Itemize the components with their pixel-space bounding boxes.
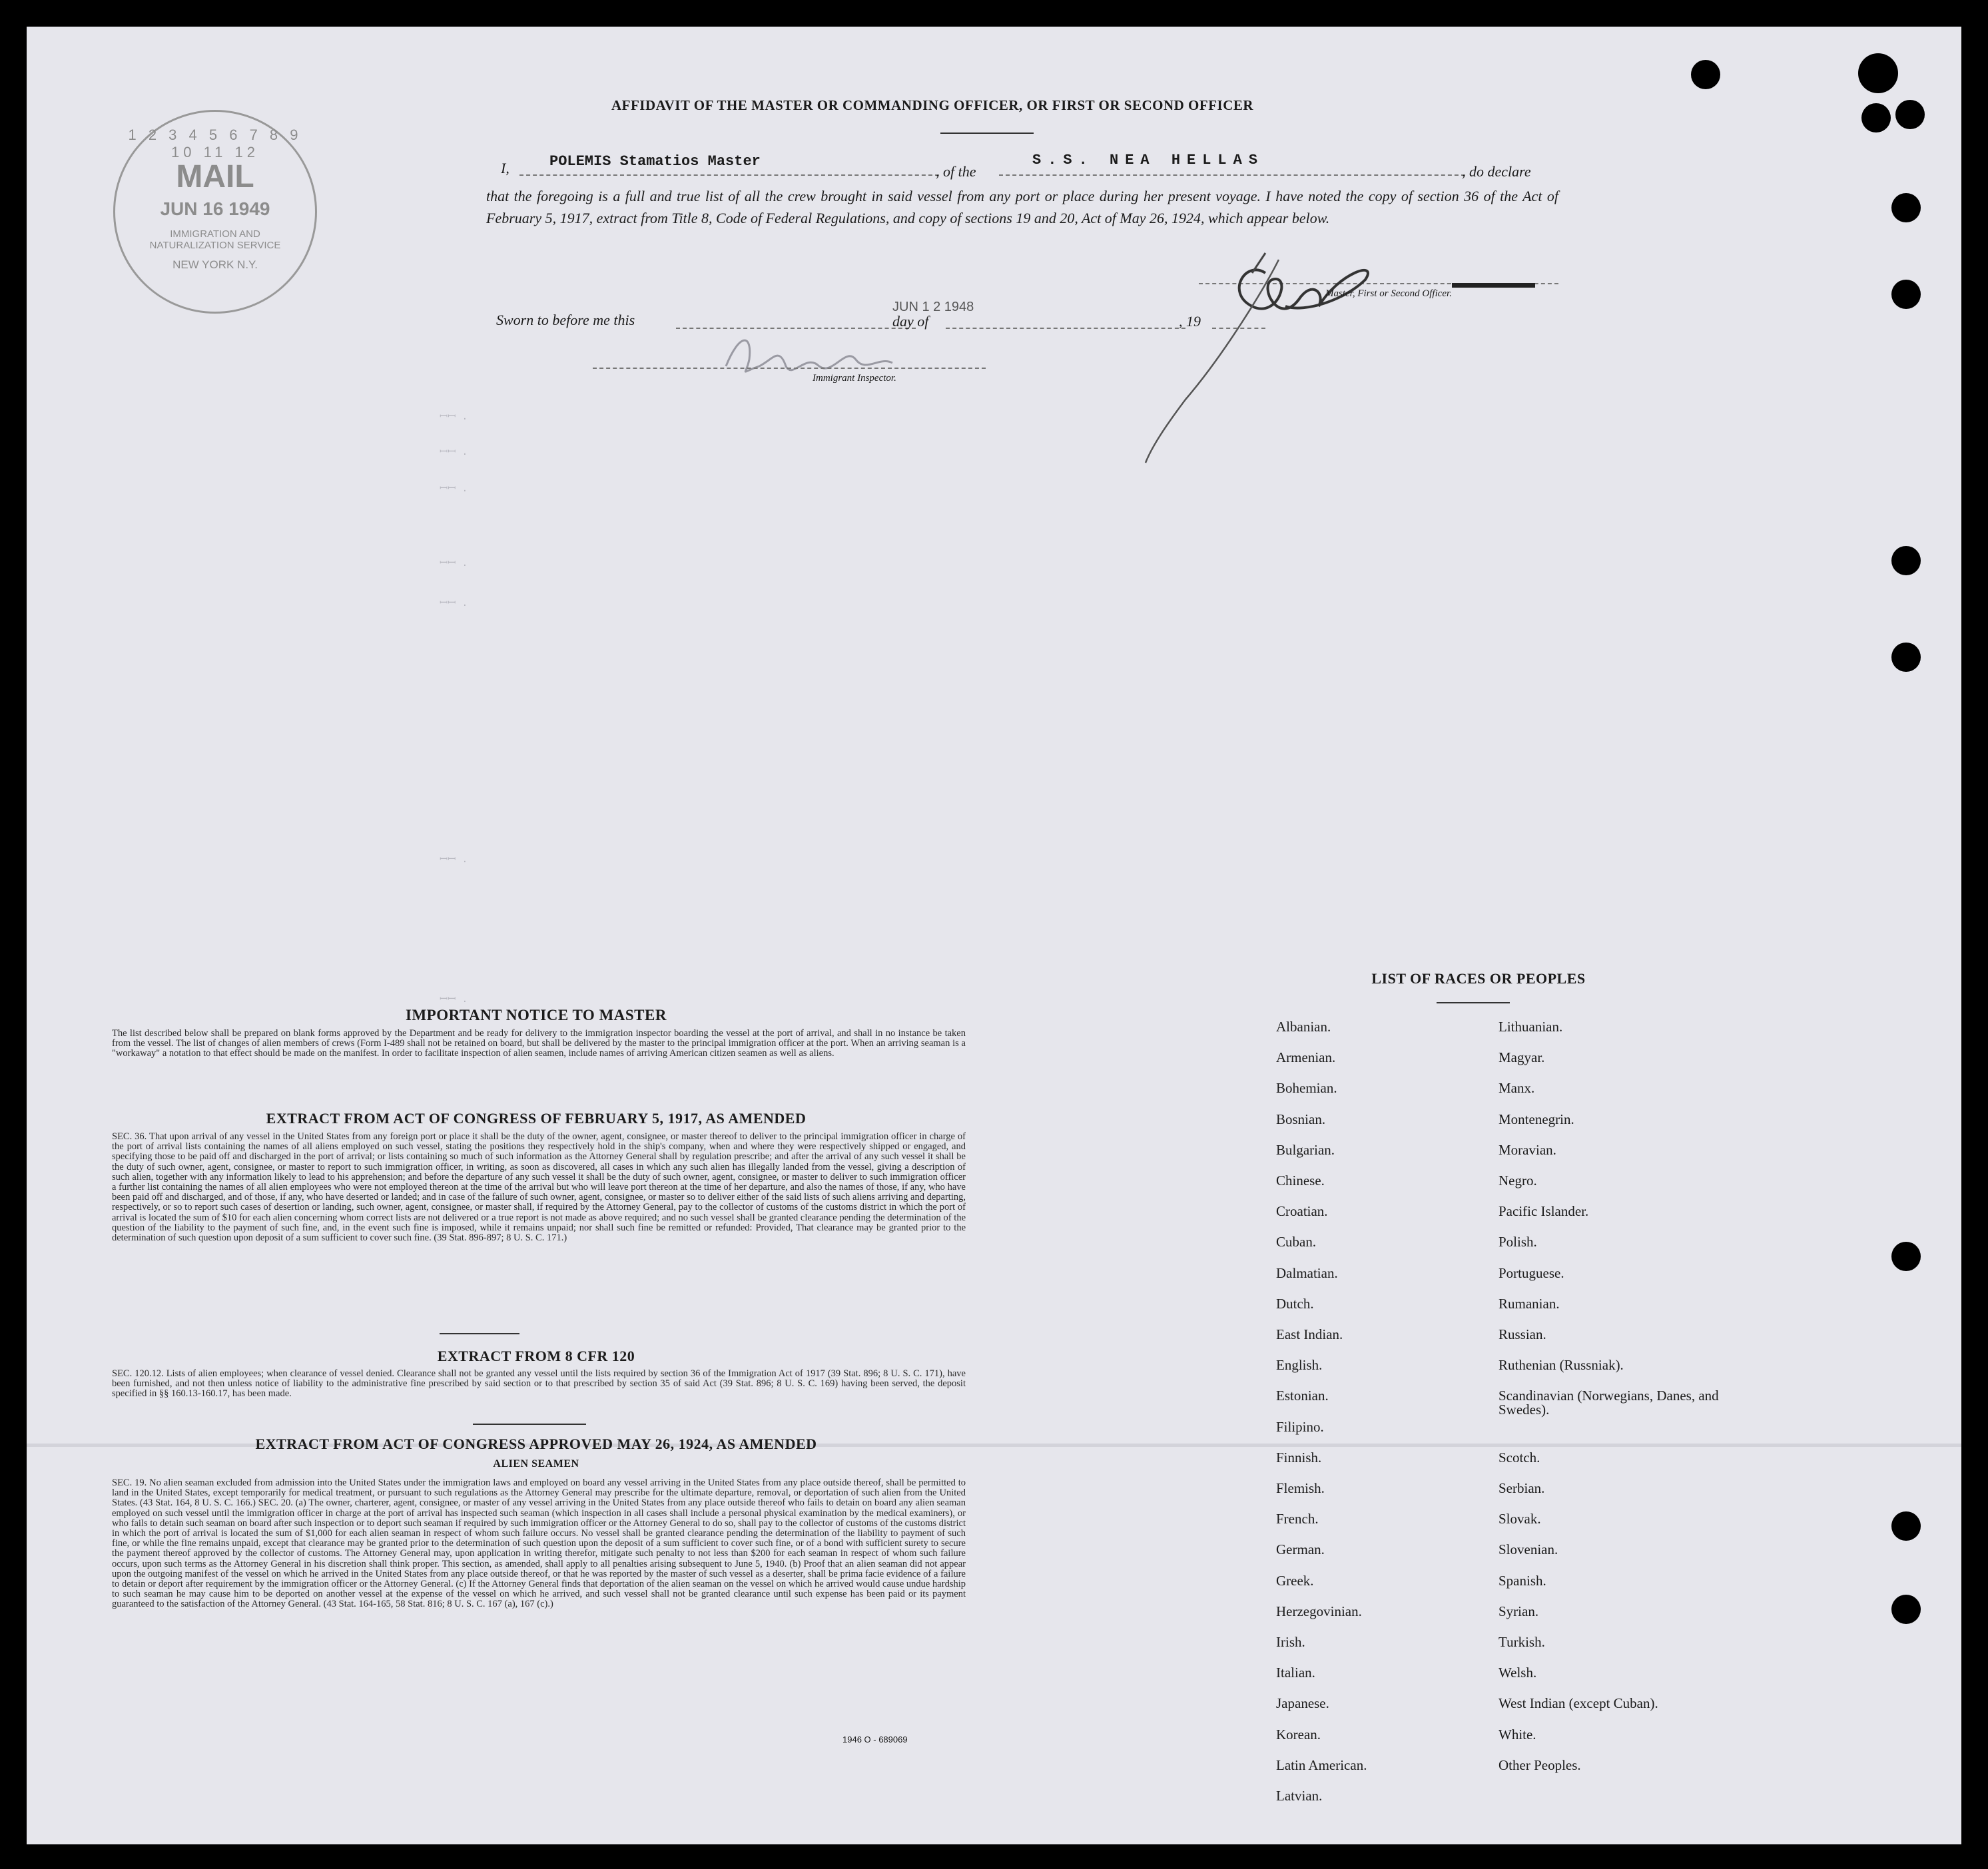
- race-item: West Indian (except Cuban).: [1498, 1695, 1658, 1712]
- stamp-date: JUN 16 1949: [160, 198, 270, 219]
- bleed-through-mark: ꟷꟷ .: [440, 411, 468, 423]
- day-of-label: day of: [892, 313, 929, 330]
- race-item: Spanish.: [1498, 1572, 1546, 1589]
- of-the-label: , of the: [936, 163, 976, 180]
- race-item: Irish.: [1276, 1634, 1305, 1650]
- notice-title: IMPORTANT NOTICE TO MASTER: [406, 1007, 667, 1023]
- year-prefix: , 19: [1179, 313, 1201, 330]
- race-item: Turkish.: [1498, 1634, 1545, 1650]
- punch-hole: [1891, 546, 1921, 575]
- extract-1924-subtitle: ALIEN SEAMEN: [493, 1458, 579, 1469]
- date-stamp: JUN 1 2 1948: [892, 300, 974, 314]
- section-divider: [473, 1424, 586, 1425]
- race-item: Italian.: [1276, 1665, 1315, 1681]
- notice-body: The list described below shall be prepared on blank forms approved by the Department and be ready for delivery to the immigration inspector boarding the vessel at the port of arrival, and shall in no instance be taken from the vessel. The list of changes of alien members of crews (Form I-489 shall not be retained on board, but shall be delivered by the master to the principal immigration officer at the port. When an arriving seaman is a "workaway" a notation to that effect should be made on the manifest. In order to facilitate inspection of alien seamen, include names of arriving American citizen seamen as well as aliens.: [112, 1028, 966, 1059]
- year-line: [1212, 328, 1265, 329]
- name-line: [519, 174, 939, 176]
- document-page: [27, 27, 1961, 1844]
- punch-hole: [1861, 103, 1891, 133]
- race-item: Croatian.: [1276, 1203, 1328, 1220]
- extract-1917-body: SEC. 36. That upon arrival of any vessel in the United States from any foreign port or place it shall be the duty of the owner, agent, consignee, or master thereof to deliver to the principal immigration officer in charge of the port of arrival lists containing the names of all aliens employed on such vessel, stating the positions they respectively hold in the ship's company, when and where they were respectively shipped or engaged, and specifying those to be paid off and discharged in the port of arrival; or lists containing so much of such information as the Attorney General shall by regulation prescribe; and after the arrival of any such vessel it shall be the duty of such owner, agent, consignee, or master to report to such immigration officer, in writing, as soon as discovered, all cases in which any such alien has illegally landed from the vessel, giving a description of such alien, together with any information likely to lead to his apprehension; and before the departure of any such vessel it shall be the duty of such owner, agent, consignee, or master to deliver to such immigration officer a further list containing the names of all alien employees who were not employed thereon at the time of the arrival but who will leave port thereon at the time of her departure, and also the names of those, if any, who have been paid off and discharged, and of those, if any, who have deserted or landed; and in case of the failure of such owner, agent, consignee, or master so to deliver either of the said lists of such aliens arriving and departing, respectively, or so to report such cases of desertion or landing, such owner, agent, consignee, or master shall, if required by the Attorney General, pay to the collector of customs of the customs district in which the port of arrival is located the sum of $10 for each alien concerning whom correct lists are not delivered or a true report is not made as above required; and no such vessel shall be granted clearance pending the determination of the question of the liability to the payment of such fine, and, in the event such fine is imposed, while it remains unpaid; nor shall such fine be remitted or refunded: Provided, That clearance may be granted prior to the determination of such question upon deposit of a sum sufficient to cover such fine. (39 Stat. 896-897; 8 U. S. C. 171.): [112, 1131, 966, 1244]
- race-item: Magyar.: [1498, 1049, 1545, 1066]
- stamp-mail: MAIL: [176, 159, 254, 194]
- race-item: Slovak.: [1498, 1511, 1541, 1527]
- punch-hole: [1891, 193, 1921, 222]
- punch-hole: [1895, 100, 1925, 129]
- race-item: Manx.: [1498, 1080, 1535, 1097]
- punch-hole: [1891, 1595, 1921, 1624]
- month-line: [946, 328, 1185, 329]
- race-item: Greek.: [1276, 1572, 1314, 1589]
- extract-cfr-body: SEC. 120.12. Lists of alien employees; when clearance of vessel denied. Clearance shall not be granted any vessel until the lists required by section 36 of the Immigration Act of 1917 (39 Stat. 896; 8 U. S. C. 171), have been furnished, and not then unless notice of liability to the administrative fine prescribed by said section or to that prescribed by section 35 of said Act (39 Stat. 896; 8 U. S. C. 169) having been served, the deposit specified in §§ 160.13-160.17, has been made.: [112, 1368, 966, 1400]
- race-item: Scandinavian (Norwegians, Danes, and Swedes).: [1498, 1388, 1719, 1418]
- race-item: Cuban.: [1276, 1234, 1317, 1250]
- race-item: Bosnian.: [1276, 1111, 1326, 1127]
- stamp-city: NEW YORK N.Y.: [172, 258, 258, 271]
- bleed-through-mark: ꟷꟷ .: [440, 558, 468, 569]
- race-item: Japanese.: [1276, 1695, 1329, 1712]
- stamp-ring-numbers: 1 2 3 4 5 6 7 8 9 10 11 12: [128, 127, 302, 160]
- race-item: Estonian.: [1276, 1388, 1329, 1404]
- stamp-agency: IMMIGRATION AND NATURALIZATION SERVICE: [149, 228, 281, 251]
- inspector-caption: Immigrant Inspector.: [813, 373, 896, 384]
- race-item: Serbian.: [1498, 1480, 1545, 1496]
- punch-hole: [1858, 53, 1898, 93]
- line-prefix: I,: [501, 160, 509, 176]
- races-underline: [1437, 1002, 1510, 1003]
- punch-hole: [1891, 643, 1921, 672]
- race-item: Rumanian.: [1498, 1295, 1560, 1312]
- race-item: Albanian.: [1276, 1019, 1331, 1035]
- master-caption: Master, First or Second Officer.: [1325, 288, 1452, 299]
- race-item: German.: [1276, 1541, 1325, 1558]
- receipt-stamp: [113, 110, 317, 314]
- extract-1924-body: SEC. 19. No alien seaman excluded from admission into the United States under the immigration laws and employed on board any vessel arriving in the United States from any place outside thereof, shall be permitted to land in the United States, except temporarily for medical treatment, or pursuant to such regulations as the Attorney General may prescribe for the ultimate departure, removal, or deportation of such alien from the United States. (43 Stat. 164, 8 U. S. C. 166.) SEC. 20. (a) The owner, charterer, agent, consignee, or master of any vessel arriving in the United States from any place outside thereof who fails to detain on board any alien seaman employed on such vessel until the immigration officer in charge at the port of arrival has inspected such seaman (which inspection in all cases shall include a personal physical examination by the medical examiners), or who fails to detain such seaman on board after such inspection or to deport such seaman if required by such immigration officer or the Attorney General to do so, shall pay to the collector of customs of the customs district in which the port of arrival is located the sum of $1,000 for each alien seaman in respect of whom such failure occurs. No vessel shall be granted clearance pending the determination of the liability to payment of such fine, or while the fine remains unpaid, except that clearance may be granted prior to the determination of such question upon the deposit of a sum sufficient to cover such fine, or of a bond with sufficient surety to secure the payment thereof approved by the collector of customs. The Attorney General may, upon application in writing therefor, mitigate such penalty to not less than $200 for each seaman in respect of whom such failure occurs, upon such terms as the Attorney General in his discretion shall think proper. This section, as amended, shall apply to all penalties arising subsequent to June 5, 1940. (b) Proof that an alien seaman did not appear upon the outgoing manifest of the vessel on which he arrived in the United States from any place outside thereof, or that he was reported by the master of such vessel as a deserter, shall be prima facie evidence of a failure to detain or deport after requirement by the immigration officer or the Attorney General. (c) If the Attorney General finds that deportation of the alien seaman on the vessel on which he arrived would cause undue hardship to such seaman he may cause him to be deported on another vessel at the expense of the vessel on which he arrived, and such vessel shall not be granted clearance until such expense has been paid or its payment guaranteed to the satisfaction of the Attorney General. (43 Stat. 164-165, 58 Stat. 816; 8 U. S. C. 167 (a), 167 (c).): [112, 1477, 966, 1610]
- race-item: East Indian.: [1276, 1326, 1343, 1342]
- print-code: 1946 O - 689069: [842, 1735, 908, 1744]
- race-item: Syrian.: [1498, 1603, 1539, 1619]
- title-underline: [940, 133, 1034, 134]
- race-item: Portuguese.: [1498, 1264, 1564, 1281]
- inspector-line: [593, 368, 986, 369]
- race-item: Flemish.: [1276, 1480, 1325, 1496]
- master-signature: [1126, 233, 1405, 473]
- race-item: Armenian.: [1276, 1049, 1336, 1066]
- extract-cfr-title: EXTRACT FROM 8 CFR 120: [437, 1348, 635, 1364]
- section-divider: [440, 1333, 519, 1334]
- bleed-through-mark: ꟷꟷ .: [440, 598, 468, 609]
- do-declare-label: , do declare: [1462, 163, 1531, 180]
- race-item: Korean.: [1276, 1726, 1321, 1742]
- bleed-through-mark: ꟷꟷ .: [440, 994, 468, 1005]
- race-item: Latvian.: [1276, 1788, 1323, 1804]
- races-title: LIST OF RACES OR PEOPLES: [1371, 970, 1586, 987]
- vessel-line: [999, 174, 1465, 176]
- race-item: Herzegovinian.: [1276, 1603, 1362, 1619]
- race-item: Bulgarian.: [1276, 1141, 1335, 1158]
- race-item: Polish.: [1498, 1234, 1537, 1250]
- race-item: Finnish.: [1276, 1449, 1322, 1466]
- race-item: Bohemian.: [1276, 1080, 1337, 1097]
- race-item: Slovenian.: [1498, 1541, 1558, 1558]
- master-name: POLEMIS Stamatios Master: [549, 153, 761, 170]
- affidavit-title: AFFIDAVIT OF THE MASTER OR COMMANDING OFFICER, OR FIRST OR SECOND OFFICER: [611, 97, 1254, 113]
- race-item: Pacific Islander.: [1498, 1203, 1589, 1220]
- race-item: Dutch.: [1276, 1295, 1314, 1312]
- race-item: Scotch.: [1498, 1449, 1540, 1466]
- punch-hole: [1891, 1511, 1921, 1541]
- race-item: Lithuanian.: [1498, 1019, 1563, 1035]
- race-item: Negro.: [1498, 1173, 1537, 1189]
- punch-hole: [1891, 280, 1921, 309]
- race-item: Other Peoples.: [1498, 1756, 1581, 1773]
- punch-hole: [1891, 1242, 1921, 1271]
- race-item: Moravian.: [1498, 1141, 1556, 1158]
- redaction-strike: [1452, 283, 1535, 288]
- race-item: Ruthenian (Russniak).: [1498, 1357, 1624, 1374]
- race-item: English.: [1276, 1357, 1323, 1374]
- extract-1924-title: EXTRACT FROM ACT OF CONGRESS APPROVED MAY 26, 1924, AS AMENDED: [255, 1436, 817, 1452]
- race-item: Welsh.: [1498, 1665, 1537, 1681]
- extract-1917-title: EXTRACT FROM ACT OF CONGRESS OF FEBRUARY 5, 1917, AS AMENDED: [266, 1110, 807, 1127]
- sworn-label: Sworn to before me this: [496, 312, 635, 328]
- bleed-through-mark: ꟷꟷ .: [440, 854, 468, 866]
- race-item: Filipino.: [1276, 1418, 1324, 1435]
- race-item: Latin American.: [1276, 1756, 1367, 1773]
- race-item: Russian.: [1498, 1326, 1546, 1342]
- vessel-name: S.S. NEA HELLAS: [1032, 152, 1265, 168]
- bleed-through-mark: ꟷꟷ .: [440, 483, 468, 495]
- race-item: French.: [1276, 1511, 1319, 1527]
- punch-hole: [1691, 60, 1720, 89]
- declaration-text: that the foregoing is a full and true list of all the crew brought in said vessel from any port or place during her present voyage. I have noted the copy of section 36 of the Act of February 5, 1917, extract from Title 8, Code of Federal Regulations, and copy of sections 19 and 20, Act of May 26, 1924, which appear below.: [486, 188, 1558, 226]
- bleed-through-mark: ꟷꟷ .: [440, 447, 468, 458]
- race-item: Dalmatian.: [1276, 1264, 1338, 1281]
- race-item: Chinese.: [1276, 1173, 1325, 1189]
- race-item: Montenegrin.: [1498, 1111, 1574, 1127]
- race-item: White.: [1498, 1726, 1536, 1742]
